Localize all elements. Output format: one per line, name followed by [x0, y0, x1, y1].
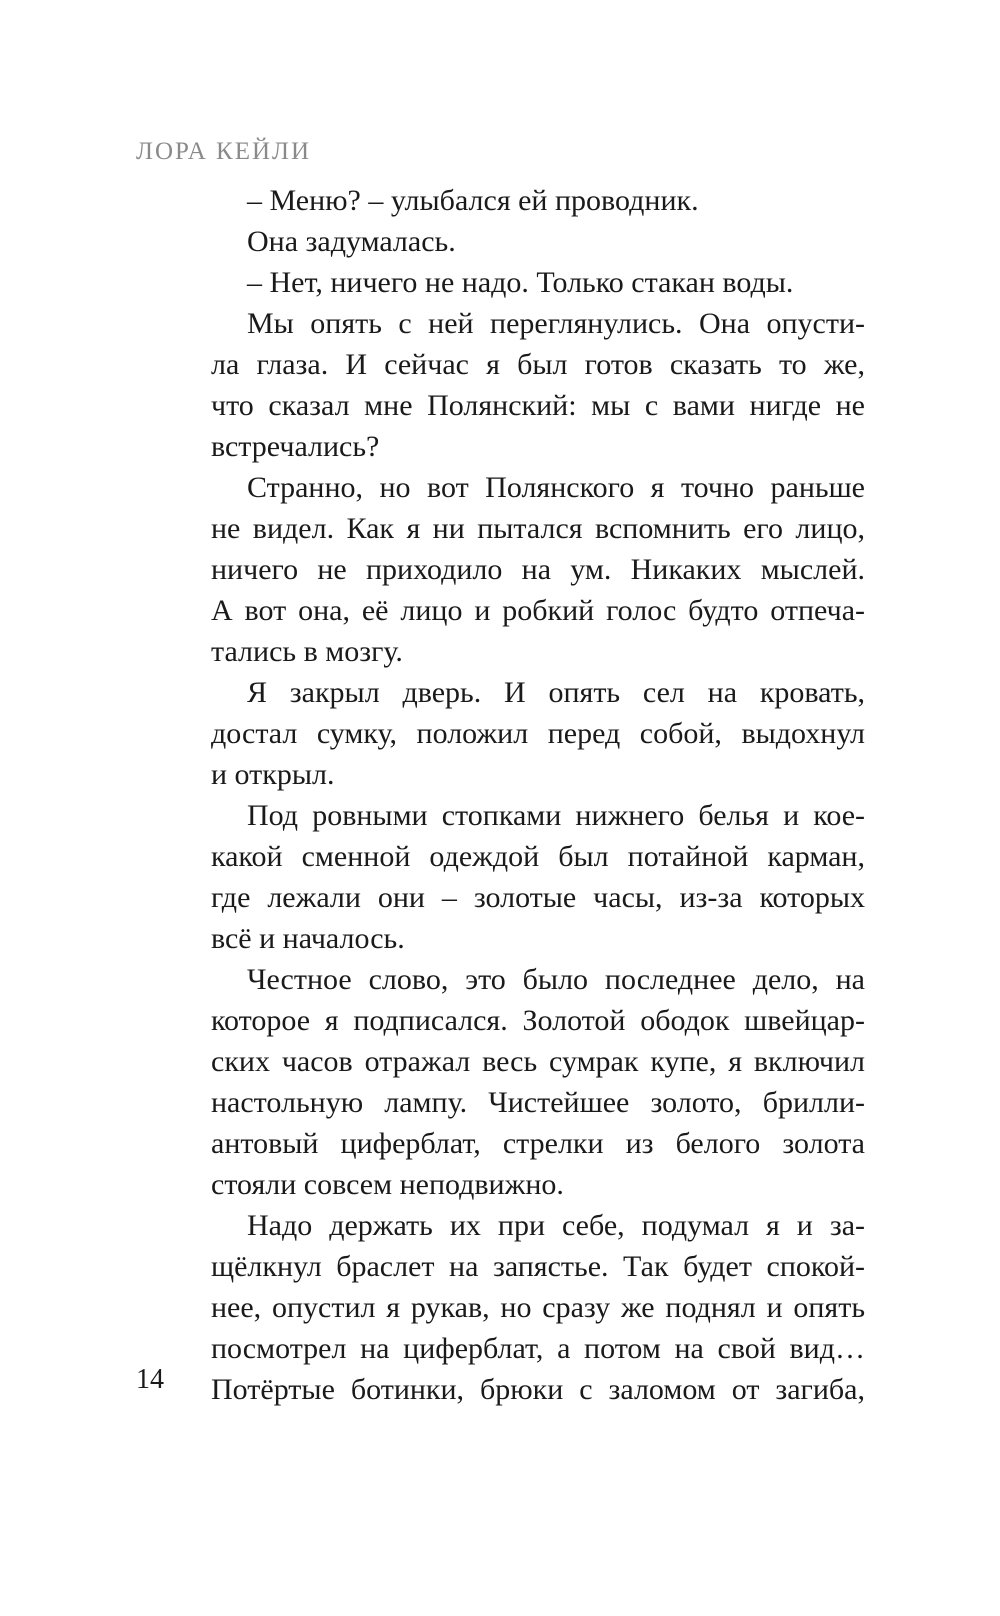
text-line: щёлкнул браслет на запястье. Так будет спокой-: [211, 1250, 865, 1283]
text-line: ничего не приходило на ум. Никаких мыслей.: [211, 553, 865, 586]
text-line: которое я подписался. Золотой ободок швейцар-: [211, 1004, 865, 1037]
text-line: антовый циферблат, стрелки из белого золота: [211, 1127, 865, 1160]
text-line: и открыл.: [211, 758, 335, 791]
text-line: что сказал мне Полянский: мы с вами нигде не: [211, 389, 865, 422]
text-line: не видел. Как я ни пытался вспомнить его лицо,: [211, 512, 865, 545]
body-text: [211, 180, 865, 1410]
text-line: ских часов отражал весь сумрак купе, я включил: [211, 1045, 865, 1078]
text-line: Странно, но вот Полянского я точно раньше: [247, 471, 865, 504]
text-line: достал сумку, положил перед собой, выдохнул: [211, 717, 865, 750]
text-line: какой сменной одеждой был потайной карман,: [211, 840, 865, 873]
text-line: ла глаза. И сейчас я был готов сказать то же,: [211, 348, 865, 381]
text-line: Потёртые ботинки, брюки с заломом от загиба,: [211, 1373, 865, 1406]
text-line: Я закрыл дверь. И опять сел на кровать,: [247, 676, 865, 709]
text-line: настольную лампу. Чистейшее золото, брилли-: [211, 1086, 865, 1119]
text-line: Она задумалась.: [247, 225, 456, 258]
text-line: А вот она, её лицо и робкий голос будто отпеча-: [211, 594, 865, 627]
text-line: Мы опять с ней переглянулись. Она опусти-: [247, 307, 865, 340]
page-number: 14: [136, 1364, 164, 1395]
text-line: встречались?: [211, 430, 380, 463]
text-line: Под ровными стопками нижнего белья и кое-: [247, 799, 865, 832]
text-line: стояли совсем неподвижно.: [211, 1168, 564, 1201]
text-line: где лежали они – золотые часы, из-за которых: [211, 881, 865, 914]
text-line: нее, опустил я рукав, но сразу же поднял и опять: [211, 1291, 865, 1324]
text-line: Надо держать их при себе, подумал я и за-: [247, 1209, 865, 1242]
text-line: Честное слово, это было последнее дело, на: [247, 963, 865, 996]
text-line: – Меню? – улыбался ей проводник.: [247, 184, 699, 217]
running-head: ЛОРА КЕЙЛИ: [136, 138, 312, 165]
text-line: посмотрел на циферблат, а потом на свой вид…: [211, 1332, 865, 1365]
text-line: – Нет, ничего не надо. Только стакан воды.: [247, 266, 794, 299]
text-line: тались в мозгу.: [211, 635, 403, 668]
text-line: всё и началось.: [211, 922, 405, 955]
